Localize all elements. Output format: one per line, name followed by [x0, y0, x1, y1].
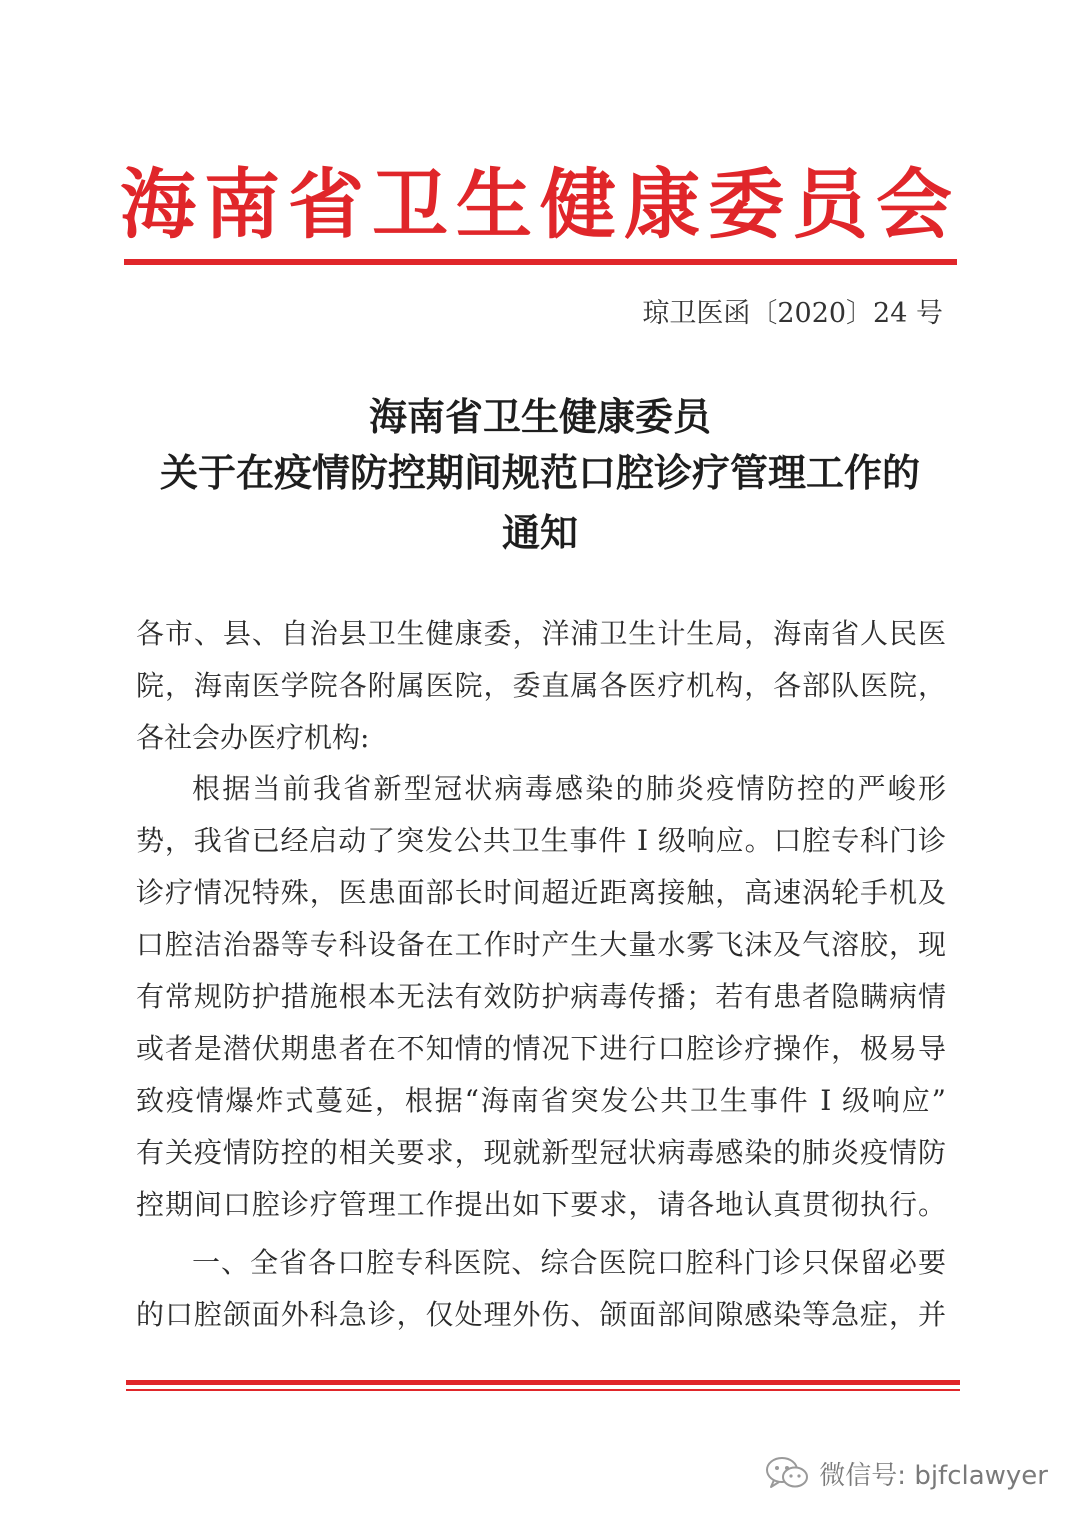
paragraph-2: [136, 1237, 946, 1341]
paragraph-1: [136, 763, 946, 1231]
addressee-line: 院，海南医学院各附属医院，委直属各医疗机构，各部队医院，: [136, 669, 946, 702]
paragraph-line: 的口腔颌面外科急诊，仅处理外伤、颌面部间隙感染等急症，并: [136, 1298, 946, 1331]
addressee-block: [136, 608, 946, 764]
paragraph-line: 根据当前我省新型冠状病毒感染的肺炎疫情防控的严峻形: [192, 772, 946, 805]
paragraph-line: 势，我省已经启动了突发公共卫生事件 I 级响应。口腔专科门诊: [136, 824, 946, 857]
paragraph-line: 有关疫情防控的相关要求，现就新型冠状病毒感染的肺炎疫情防: [136, 1136, 946, 1169]
footer-red-rule-thick: [126, 1380, 960, 1385]
paragraph-line: 口腔洁治器等专科设备在工作时产生大量水雾飞沫及气溶胶，现: [136, 928, 946, 961]
watermark-text: 微信号: bjfclawyer: [819, 1460, 1048, 1491]
issuer-masthead: 海南省卫生健康委员会: [120, 160, 960, 249]
addressee-line: 各市、县、自治县卫生健康委，洋浦卫生计生局，海南省人民医: [136, 617, 946, 650]
document-number: 琼卫医函〔2020〕24 号: [642, 298, 943, 329]
header-red-rule: [124, 259, 957, 265]
paragraph-line: 有常规防护措施根本无法有效防护病毒传播；若有患者隐瞒病情: [136, 980, 946, 1013]
paragraph-line: 或者是潜伏期患者在不知情的情况下进行口腔诊疗操作，极易导: [136, 1032, 946, 1065]
wechat-watermark: [765, 1453, 1048, 1493]
document-title-line-3: 通知: [501, 510, 578, 555]
paragraph-line: 控期间口腔诊疗管理工作提出如下要求，请各地认真贯彻执行。: [136, 1188, 946, 1221]
wechat-icon: [765, 1456, 809, 1490]
paragraph-line: 一、全省各口腔专科医院、综合医院口腔科门诊只保留必要: [192, 1246, 946, 1279]
document-title-line-1: 海南省卫生健康委员: [368, 394, 711, 439]
paragraph-line: 致疫情爆炸式蔓延，根据“海南省突发公共卫生事件 I 级响应”: [136, 1084, 946, 1117]
document-title-line-2: 关于在疫情防控期间规范口腔诊疗管理工作的: [159, 450, 920, 495]
footer-red-rule-thin: [126, 1389, 960, 1391]
paragraph-line: 诊疗情况特殊，医患面部长时间超近距离接触，高速涡轮手机及: [136, 876, 946, 909]
addressee-line: 各社会办医疗机构:: [136, 721, 370, 754]
